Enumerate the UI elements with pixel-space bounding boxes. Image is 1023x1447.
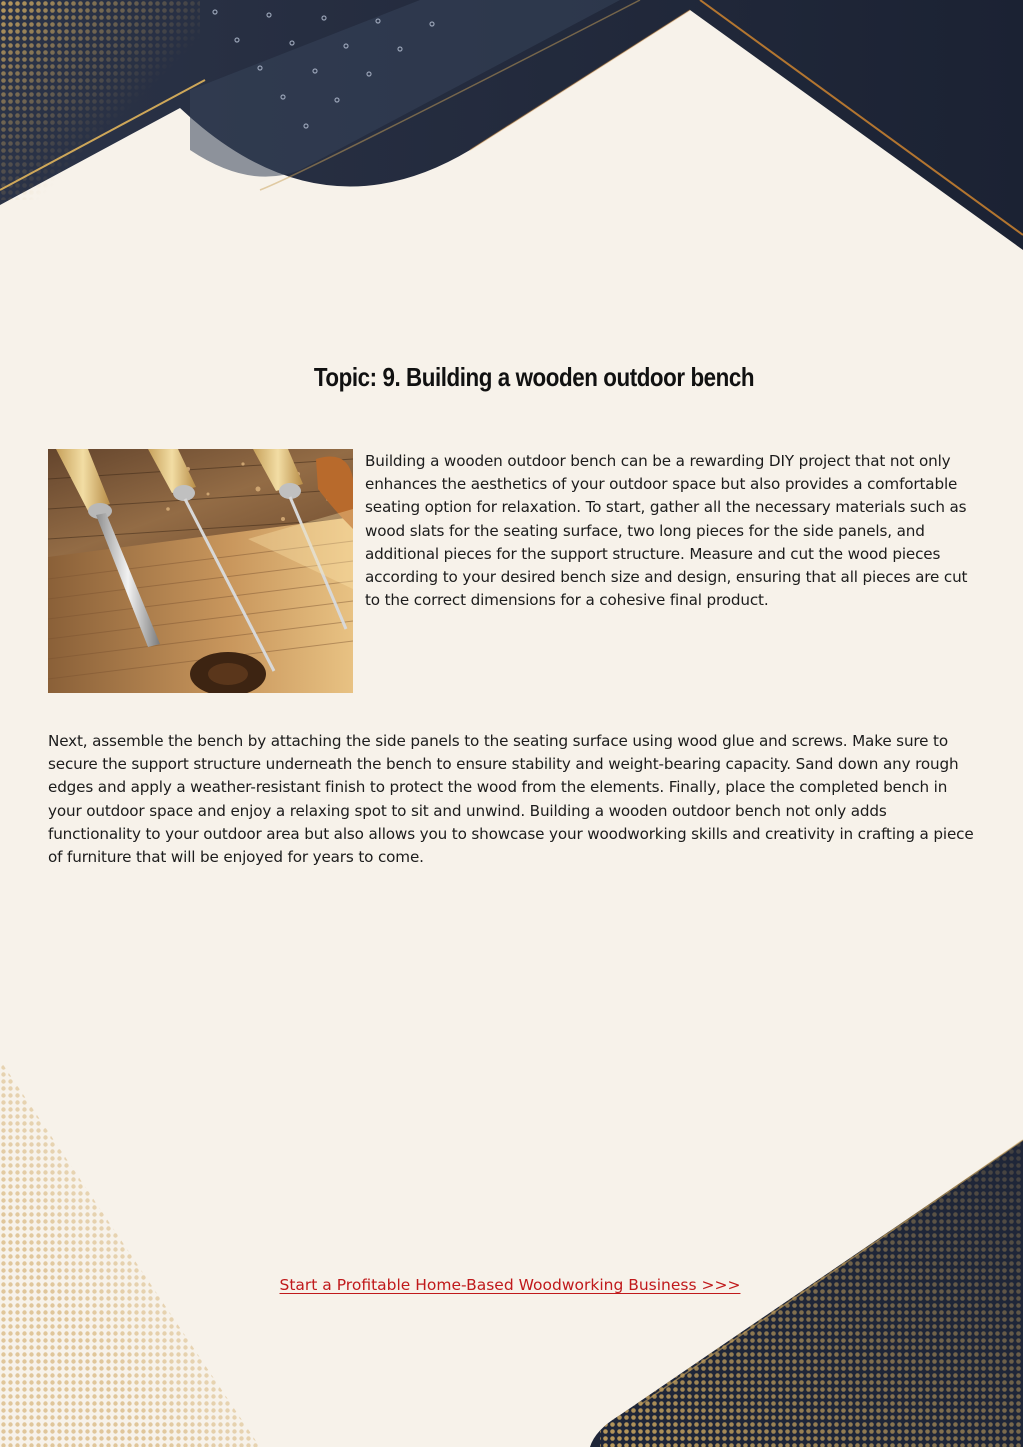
page-title: Topic: 9. Building a wooden outdoor bench	[313, 362, 755, 392]
wood-carving-tools-photo	[48, 449, 353, 693]
woodworking-business-link[interactable]: Start a Profitable Home-Based Woodworking Business >>>	[279, 1276, 741, 1294]
assembly-paragraph: Next, assemble the bench by attaching the side panels to the seating surface using wood glue and screws. Make sure to secure the support structure underneath the bench to ensure stability and weight-bearing capacity. Sand down any rough edges and apply a weather-resistant finish to protect the wood from the elements. Finally, place the completed bench in your outdoor space and enjoy a relaxing spot to sit and unwind. Building a wooden outdoor bench not only adds functionality to your outdoor area but also allows you to showcase your woodworking skills and creativity in crafting a piece of furniture that will be enjoyed for years to come.	[48, 732, 974, 867]
intro-paragraph: Building a wooden outdoor bench can be a rewarding DIY project that not only enhances the aesthetics of your outdoor space but also provides a comfortable seating option for relaxation. To start, gather all the necessary materials such as wood slats for the seating surface, two long pieces for the side panels, and additional pieces for the support structure. Measure and cut the wood pieces according to your desired bench size and design, ensuring that all pieces are cut to the correct dimensions for a cohesive final product.	[365, 452, 968, 610]
cta-container	[0, 1276, 1020, 1294]
